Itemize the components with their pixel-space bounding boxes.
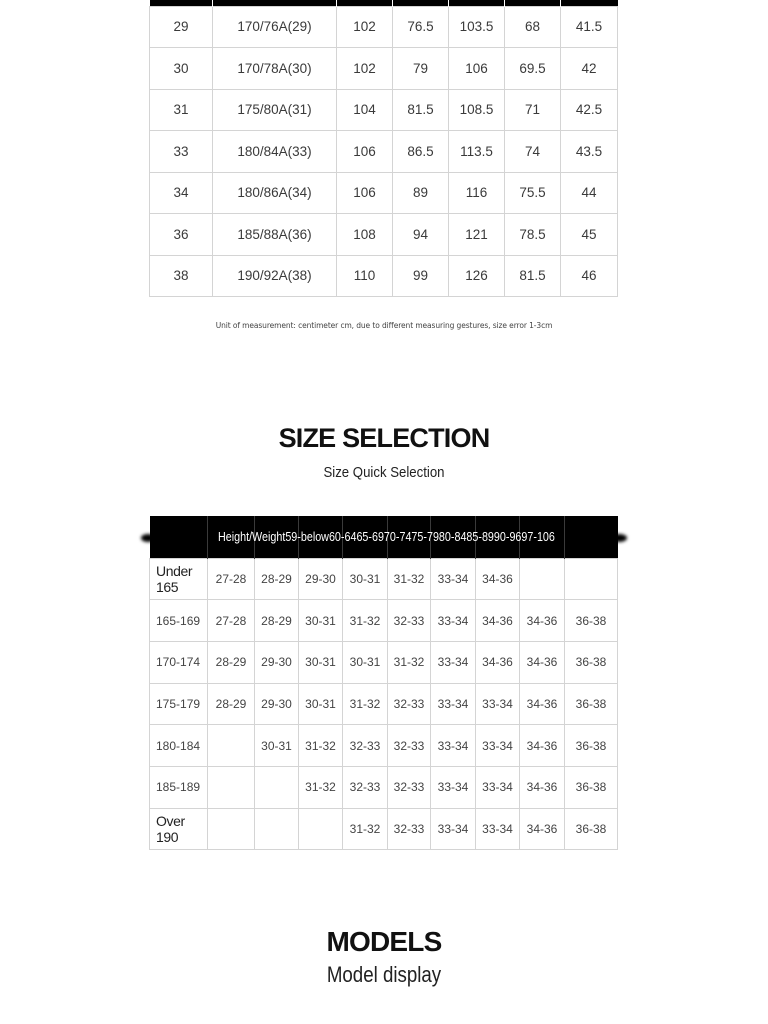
size-range-cell: 36-38 xyxy=(565,683,618,725)
size-range-cell: 31-32 xyxy=(343,683,388,725)
table-cell: 185/88A(36) xyxy=(213,214,337,256)
table-row xyxy=(150,600,618,642)
size-range-cell: 33-34 xyxy=(476,766,520,808)
size-range-cell: 31-32 xyxy=(299,725,343,767)
size-range-cell: 34-36 xyxy=(476,641,520,683)
table-cell: 99 xyxy=(393,255,449,297)
size-range-cell: 33-34 xyxy=(431,641,476,683)
height-range-label: Under 165 xyxy=(150,558,208,600)
size-range-cell: 33-34 xyxy=(476,683,520,725)
table-cell: 110 xyxy=(337,255,393,297)
size-range-cell: 29-30 xyxy=(255,641,299,683)
size-range-cell xyxy=(208,766,255,808)
height-weight-header-label: Height/Weight59-below60-6465-6970-7475-7980-8485-8990-9697-106 xyxy=(218,530,555,544)
size-range-cell: 34-36 xyxy=(476,600,520,642)
table-row xyxy=(150,48,618,90)
size-range-cell: 31-32 xyxy=(299,766,343,808)
size-range-cell: 34-36 xyxy=(520,683,565,725)
table-cell: 78.5 xyxy=(505,214,561,256)
table-cell: 33 xyxy=(150,131,213,173)
size-range-cell: 31-32 xyxy=(343,600,388,642)
height-range-label: 175-179 xyxy=(150,683,208,725)
table-cell: 170/76A(29) xyxy=(213,6,337,48)
table-cell: 69.5 xyxy=(505,48,561,90)
table-row xyxy=(150,6,618,48)
size-range-cell: 28-29 xyxy=(255,600,299,642)
table-row xyxy=(150,214,618,256)
table-cell: 89 xyxy=(393,172,449,214)
table-cell: 79 xyxy=(393,48,449,90)
size-range-cell: 34-36 xyxy=(520,641,565,683)
size-range-cell xyxy=(520,558,565,600)
size-range-cell: 33-34 xyxy=(476,725,520,767)
size-range-cell: 32-33 xyxy=(388,600,431,642)
table-cell: 75.5 xyxy=(505,172,561,214)
size-range-cell: 34-36 xyxy=(476,558,520,600)
size-range-cell: 36-38 xyxy=(565,725,618,767)
size-range-cell: 32-33 xyxy=(343,766,388,808)
size-range-cell: 34-36 xyxy=(520,600,565,642)
size-range-cell: 32-33 xyxy=(388,725,431,767)
size-range-cell: 31-32 xyxy=(388,558,431,600)
table-cell: 34 xyxy=(150,172,213,214)
table-cell: 106 xyxy=(449,48,505,90)
size-range-cell: 30-31 xyxy=(255,725,299,767)
table-row xyxy=(150,808,618,850)
height-range-label: 180-184 xyxy=(150,725,208,767)
table-row xyxy=(150,766,618,808)
size-range-cell xyxy=(255,766,299,808)
size-range-cell xyxy=(299,808,343,850)
height-range-label: Over 190 xyxy=(150,808,208,850)
table-cell: 116 xyxy=(449,172,505,214)
quick-table-header-text xyxy=(149,516,617,558)
table-cell: 175/80A(31) xyxy=(213,89,337,131)
table-cell: 86.5 xyxy=(393,131,449,173)
table-cell: 113.5 xyxy=(449,131,505,173)
table-cell: 30 xyxy=(150,48,213,90)
table-cell: 104 xyxy=(337,89,393,131)
table-cell: 81.5 xyxy=(505,255,561,297)
size-range-cell: 36-38 xyxy=(565,808,618,850)
table-cell: 121 xyxy=(449,214,505,256)
models-subtitle: Model display xyxy=(326,962,442,987)
table-cell: 102 xyxy=(337,6,393,48)
table-cell: 44 xyxy=(561,172,618,214)
size-range-cell: 28-29 xyxy=(255,558,299,600)
table-cell: 170/78A(30) xyxy=(213,48,337,90)
size-range-cell xyxy=(208,808,255,850)
table-cell: 106 xyxy=(337,131,393,173)
table-cell: 42.5 xyxy=(561,89,618,131)
size-range-cell: 27-28 xyxy=(208,600,255,642)
table-cell: 38 xyxy=(150,255,213,297)
size-range-cell: 36-38 xyxy=(565,766,618,808)
table-cell: 126 xyxy=(449,255,505,297)
size-quick-selection-table xyxy=(149,516,618,850)
size-range-cell xyxy=(565,558,618,600)
size-range-cell: 32-33 xyxy=(388,766,431,808)
table-cell: 68 xyxy=(505,6,561,48)
size-range-cell: 33-34 xyxy=(431,558,476,600)
table-row xyxy=(150,558,618,600)
table-cell: 29 xyxy=(150,6,213,48)
table-cell: 42 xyxy=(561,48,618,90)
table-cell: 180/86A(34) xyxy=(213,172,337,214)
size-range-cell: 27-28 xyxy=(208,558,255,600)
table-cell: 46 xyxy=(561,255,618,297)
size-range-cell: 33-34 xyxy=(431,725,476,767)
size-range-cell: 32-33 xyxy=(388,808,431,850)
models-title: MODELS xyxy=(326,926,442,957)
size-range-cell: 34-36 xyxy=(520,808,565,850)
table-cell: 108 xyxy=(337,214,393,256)
table-cell: 180/84A(33) xyxy=(213,131,337,173)
size-range-cell: 33-34 xyxy=(431,808,476,850)
table-row xyxy=(150,725,618,767)
table-row xyxy=(150,89,618,131)
size-range-cell: 29-30 xyxy=(299,558,343,600)
table-cell: 43.5 xyxy=(561,131,618,173)
size-range-cell: 32-33 xyxy=(388,683,431,725)
table-cell: 71 xyxy=(505,89,561,131)
height-range-label: 165-169 xyxy=(150,600,208,642)
size-range-cell: 34-36 xyxy=(520,766,565,808)
table-cell: 190/92A(38) xyxy=(213,255,337,297)
size-range-cell: 30-31 xyxy=(299,641,343,683)
table-cell: 108.5 xyxy=(449,89,505,131)
size-selection-title: SIZE SELECTION xyxy=(278,423,490,453)
size-range-cell: 36-38 xyxy=(565,600,618,642)
table-cell: 41.5 xyxy=(561,6,618,48)
size-range-cell: 36-38 xyxy=(565,641,618,683)
table-cell: 74 xyxy=(505,131,561,173)
size-range-cell: 33-34 xyxy=(431,683,476,725)
size-range-cell: 32-33 xyxy=(343,725,388,767)
size-range-cell xyxy=(208,725,255,767)
size-range-cell: 33-34 xyxy=(431,766,476,808)
table-row xyxy=(150,641,618,683)
size-range-cell: 31-32 xyxy=(343,808,388,850)
size-range-cell: 30-31 xyxy=(299,600,343,642)
size-range-cell: 29-30 xyxy=(255,683,299,725)
size-range-cell xyxy=(255,808,299,850)
size-range-cell: 30-31 xyxy=(343,558,388,600)
height-range-label: 170-174 xyxy=(150,641,208,683)
table-cell: 94 xyxy=(393,214,449,256)
table-row xyxy=(150,131,618,173)
table-row xyxy=(150,683,618,725)
size-range-cell: 34-36 xyxy=(520,725,565,767)
size-measurement-table xyxy=(149,0,618,297)
size-range-cell: 30-31 xyxy=(343,641,388,683)
table-row xyxy=(150,172,618,214)
size-range-cell: 31-32 xyxy=(388,641,431,683)
table-cell: 103.5 xyxy=(449,6,505,48)
table-cell: 31 xyxy=(150,89,213,131)
size-range-cell: 33-34 xyxy=(476,808,520,850)
table-cell: 36 xyxy=(150,214,213,256)
size-selection-subtitle: Size Quick Selection xyxy=(323,464,445,481)
size-range-cell: 28-29 xyxy=(208,683,255,725)
table-cell: 45 xyxy=(561,214,618,256)
table-row xyxy=(150,255,618,297)
table-cell: 102 xyxy=(337,48,393,90)
table-cell: 106 xyxy=(337,172,393,214)
measurement-note: Unit of measurement: centimeter cm, due to different measuring gestures, size error 1-3cm xyxy=(215,321,553,330)
table-cell: 81.5 xyxy=(393,89,449,131)
size-range-cell: 30-31 xyxy=(299,683,343,725)
size-range-cell: 28-29 xyxy=(208,641,255,683)
size-range-cell: 33-34 xyxy=(431,600,476,642)
table-cell: 76.5 xyxy=(393,6,449,48)
height-range-label: 185-189 xyxy=(150,766,208,808)
